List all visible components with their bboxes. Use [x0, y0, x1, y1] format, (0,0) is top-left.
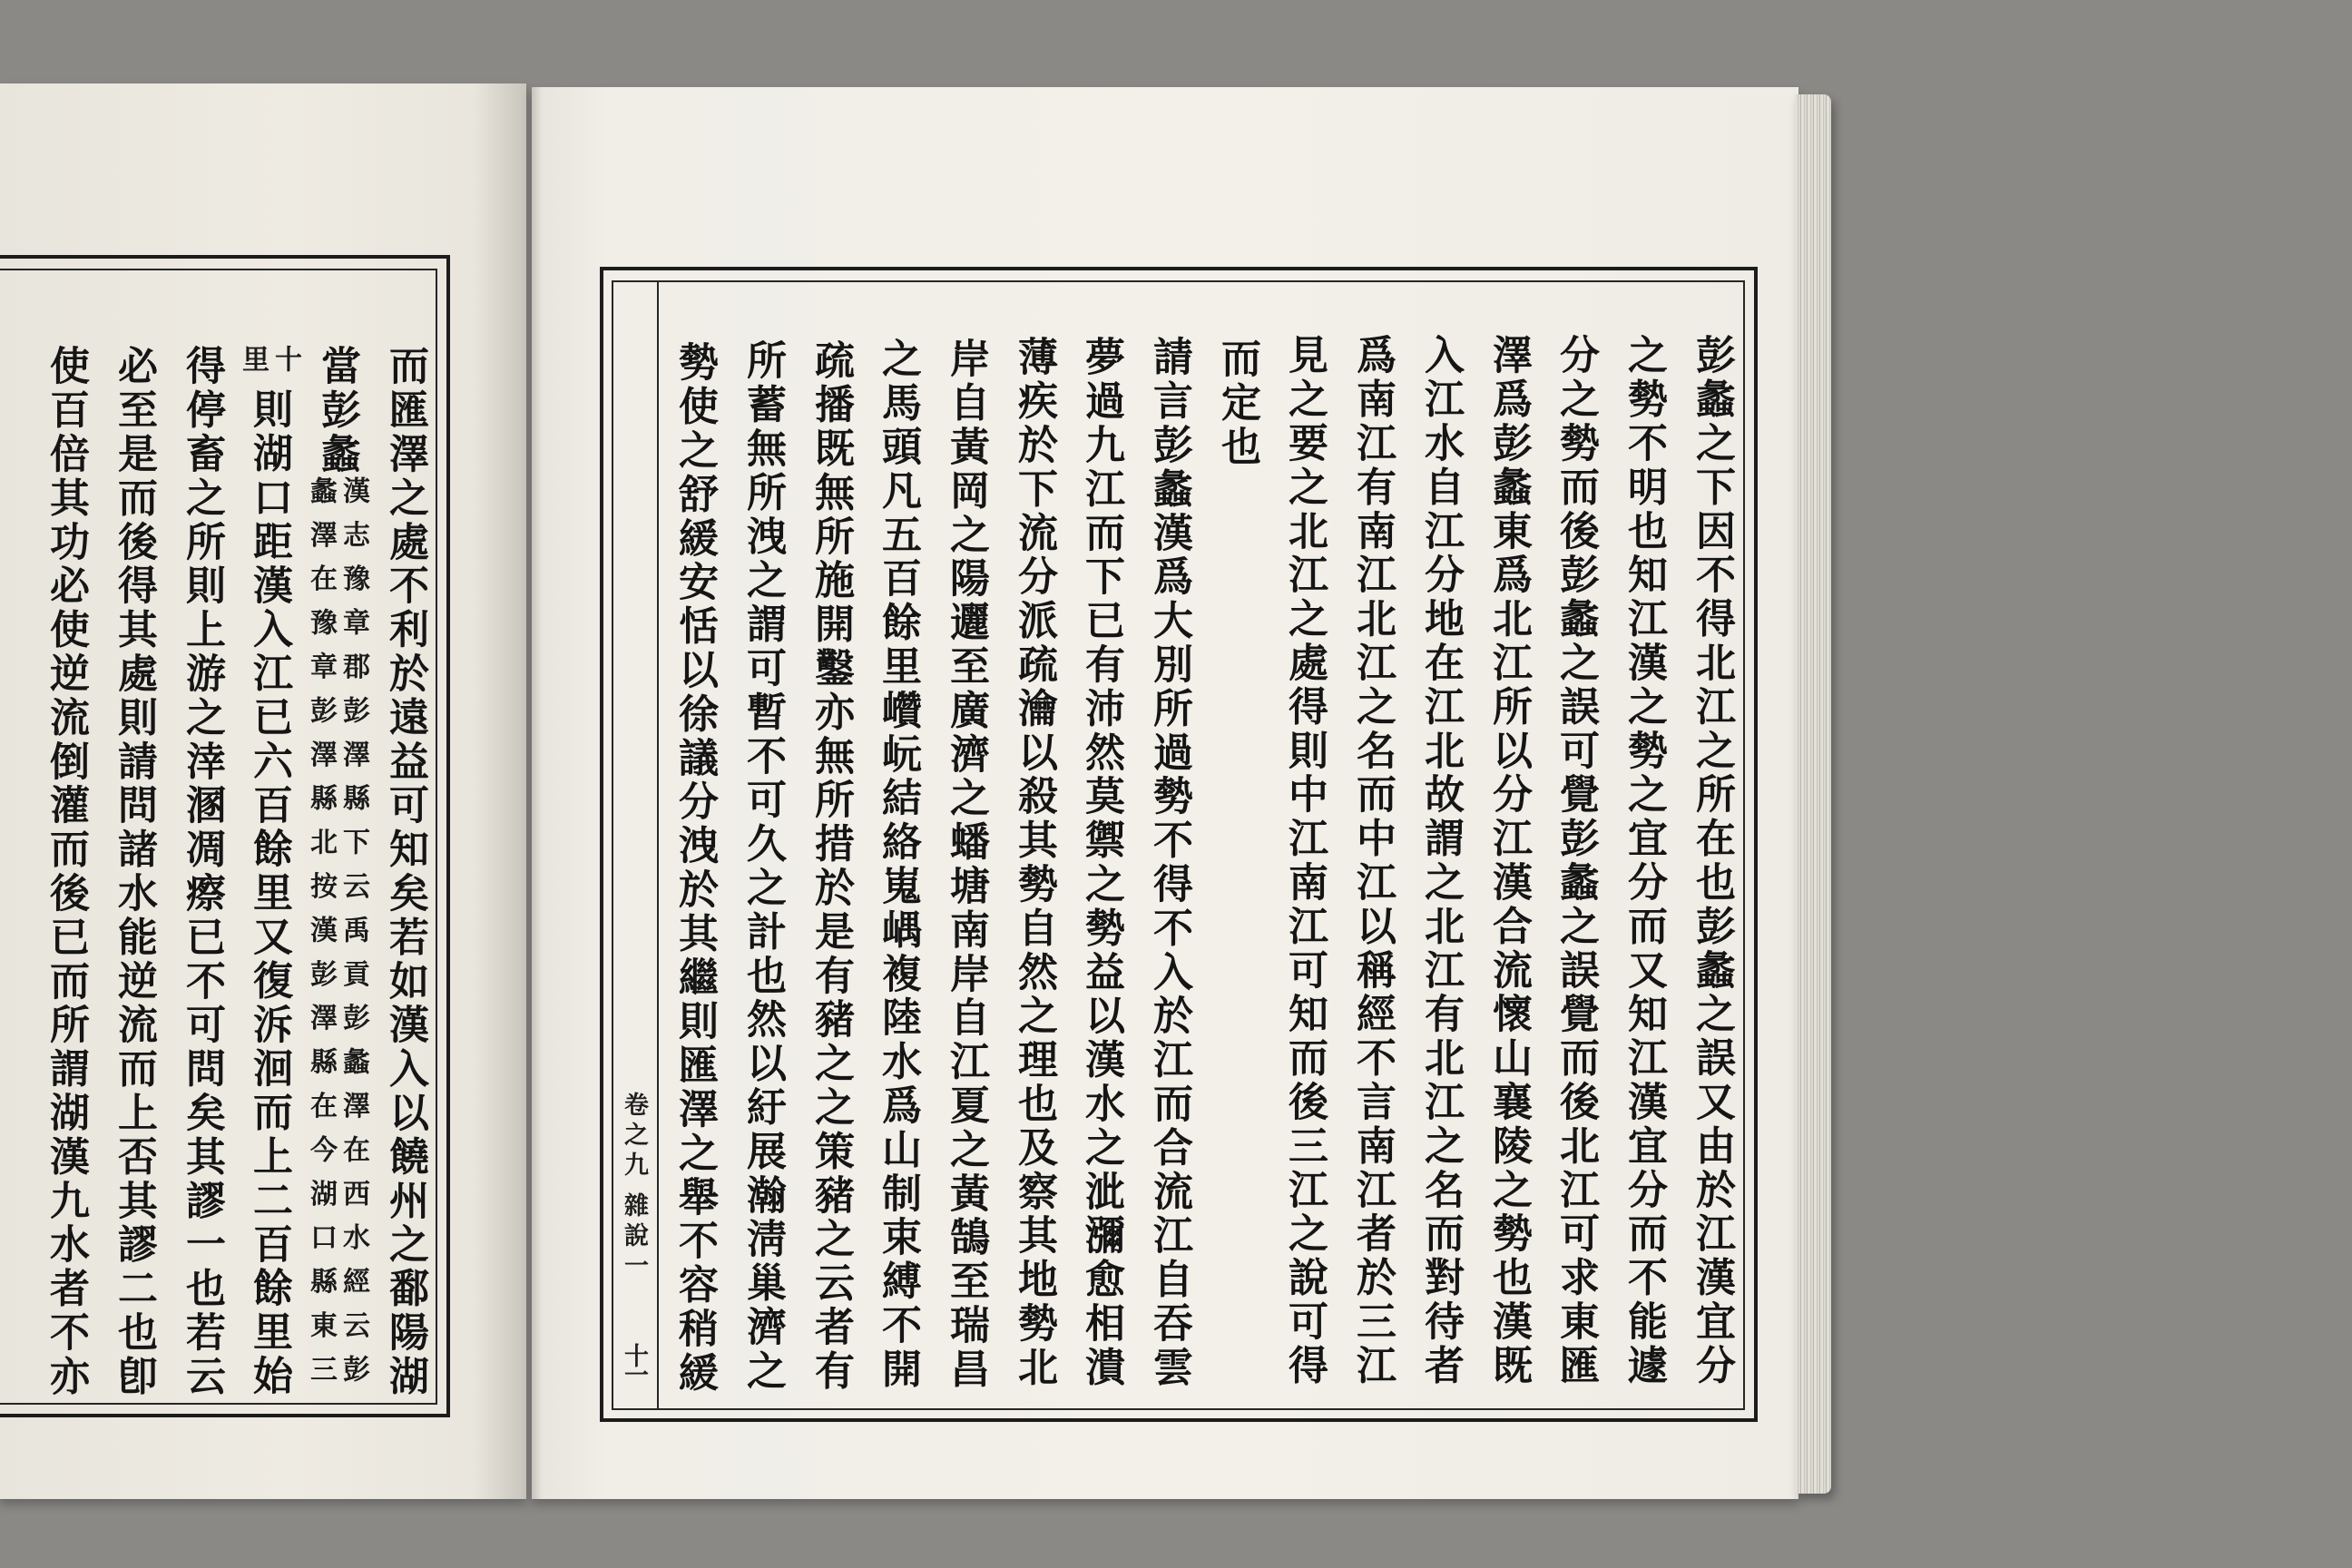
text-column [1135, 336, 1202, 1390]
column-text: 疏播既無所施開鑿亦無所措於是有豬之之策豬之云者有 [808, 339, 854, 1394]
section-label: 雜說一 [620, 1192, 648, 1282]
column-text: 之馬頭凡五百餘里巑岏結絡嵬嵎複陸水爲山制束縛不開 [875, 338, 921, 1392]
text-column [1610, 334, 1677, 1388]
page-edge-stack [1795, 94, 1831, 1494]
text-column [100, 345, 167, 1399]
text-column [932, 338, 999, 1392]
column-text: 夢過九江而下已有沛然莫禦之勢益以漢水之泚瀰愈相潰 [1078, 336, 1124, 1390]
column-text: 當彭蠡 [314, 345, 360, 477]
text-column [797, 339, 864, 1394]
annotation-note [239, 345, 299, 388]
column-text: 勢使之舒緩安恬以徐議分洩於其繼則匯澤之舉不容稍緩 [671, 341, 718, 1396]
volume-label: 卷之九 [620, 1092, 648, 1181]
column-text: 入江水自江分地在江北故謂之北江有北江之名而對待者 [1417, 334, 1464, 1388]
annotation-note [307, 476, 367, 1398]
column-text: 之勢不明也知江漢之勢之宜分而又知江漢宜分而不能遽 [1621, 334, 1667, 1388]
column-text: 請言彭蠡漢爲大別所過勢不得不入於江而合流江自吞雲 [1146, 336, 1192, 1390]
text-column [729, 339, 796, 1394]
text-column [168, 345, 235, 1399]
text-column [235, 345, 302, 1399]
text-column [1000, 336, 1067, 1390]
column-text: 岸自黃岡之陽邐至廣濟之蟠塘南岸自江夏之黃鵠至瑞昌 [943, 338, 989, 1392]
annotation-right-subcolumn: 十 [270, 345, 301, 389]
annotation-left-subcolumn: 里 [237, 345, 269, 389]
text-column [371, 345, 438, 1399]
text-column [661, 341, 728, 1396]
column-text: 彭蠡之下因不得北江之所在也彭蠡之誤又由於江漢宜分 [1689, 334, 1735, 1388]
text-column [1203, 338, 1270, 469]
text-column [1338, 334, 1406, 1388]
column-text: 則湖口距漢入江已六百餘里又復泝洄而上二百餘里始 [246, 388, 292, 1399]
column-text: 使百倍其功必使逆流倒灌而後已而所謂湖漢九水者不亦 [43, 345, 89, 1399]
text-column [1067, 336, 1134, 1390]
text-column [1542, 334, 1609, 1388]
text-column [1406, 334, 1474, 1388]
page-number: 十一 [620, 1343, 648, 1381]
text-column [303, 345, 370, 1399]
column-text: 而定也 [1214, 338, 1260, 470]
margin-strip-rule [657, 280, 659, 1410]
column-text: 得停畜之所則上游之涬溷凋瘵已不可問矣其謬一也若云 [179, 345, 225, 1399]
annotation-left-subcolumn: 蠡澤在豫章彭澤縣北按漢彭澤縣在今湖口縣東三 [305, 476, 337, 1399]
column-text: 而匯澤之處不利於遠益可知矣若如漢入以饒州之鄱陽湖 [382, 345, 428, 1399]
column-text: 分之勢而後彭蠡之誤可覺彭蠡之誤覺而後北江可求東匯 [1553, 334, 1599, 1388]
column-text: 見之要之北江之處得則中江南江可知而後三江之說可得 [1281, 334, 1328, 1388]
column-text: 澤爲彭蠡東爲北江所以分江漢合流懷山襄陵之勢也漢既 [1485, 334, 1532, 1388]
text-column [32, 345, 99, 1399]
text-column [864, 338, 931, 1392]
column-text: 必至是而後得其處則請問諸水能逆流而上否其謬二也卽 [111, 345, 157, 1399]
text-column [1678, 334, 1745, 1388]
column-text: 爲南江有南江北江之名而中江以稱經不言南江者於三江 [1349, 334, 1396, 1388]
text-column [1270, 334, 1338, 1388]
text-column [1475, 334, 1542, 1388]
column-text: 薄疾於下流分派疏瀹以殺其勢自然之理也及察其地勢北 [1011, 336, 1057, 1390]
annotation-right-subcolumn: 漢志豫章郡彭澤縣下云禹貢彭蠡澤在西水經云彭 [338, 476, 369, 1399]
column-text: 所蓄無所洩之謂可暫不可久之計也然以紆展瀚淸巢濟之 [740, 339, 786, 1394]
